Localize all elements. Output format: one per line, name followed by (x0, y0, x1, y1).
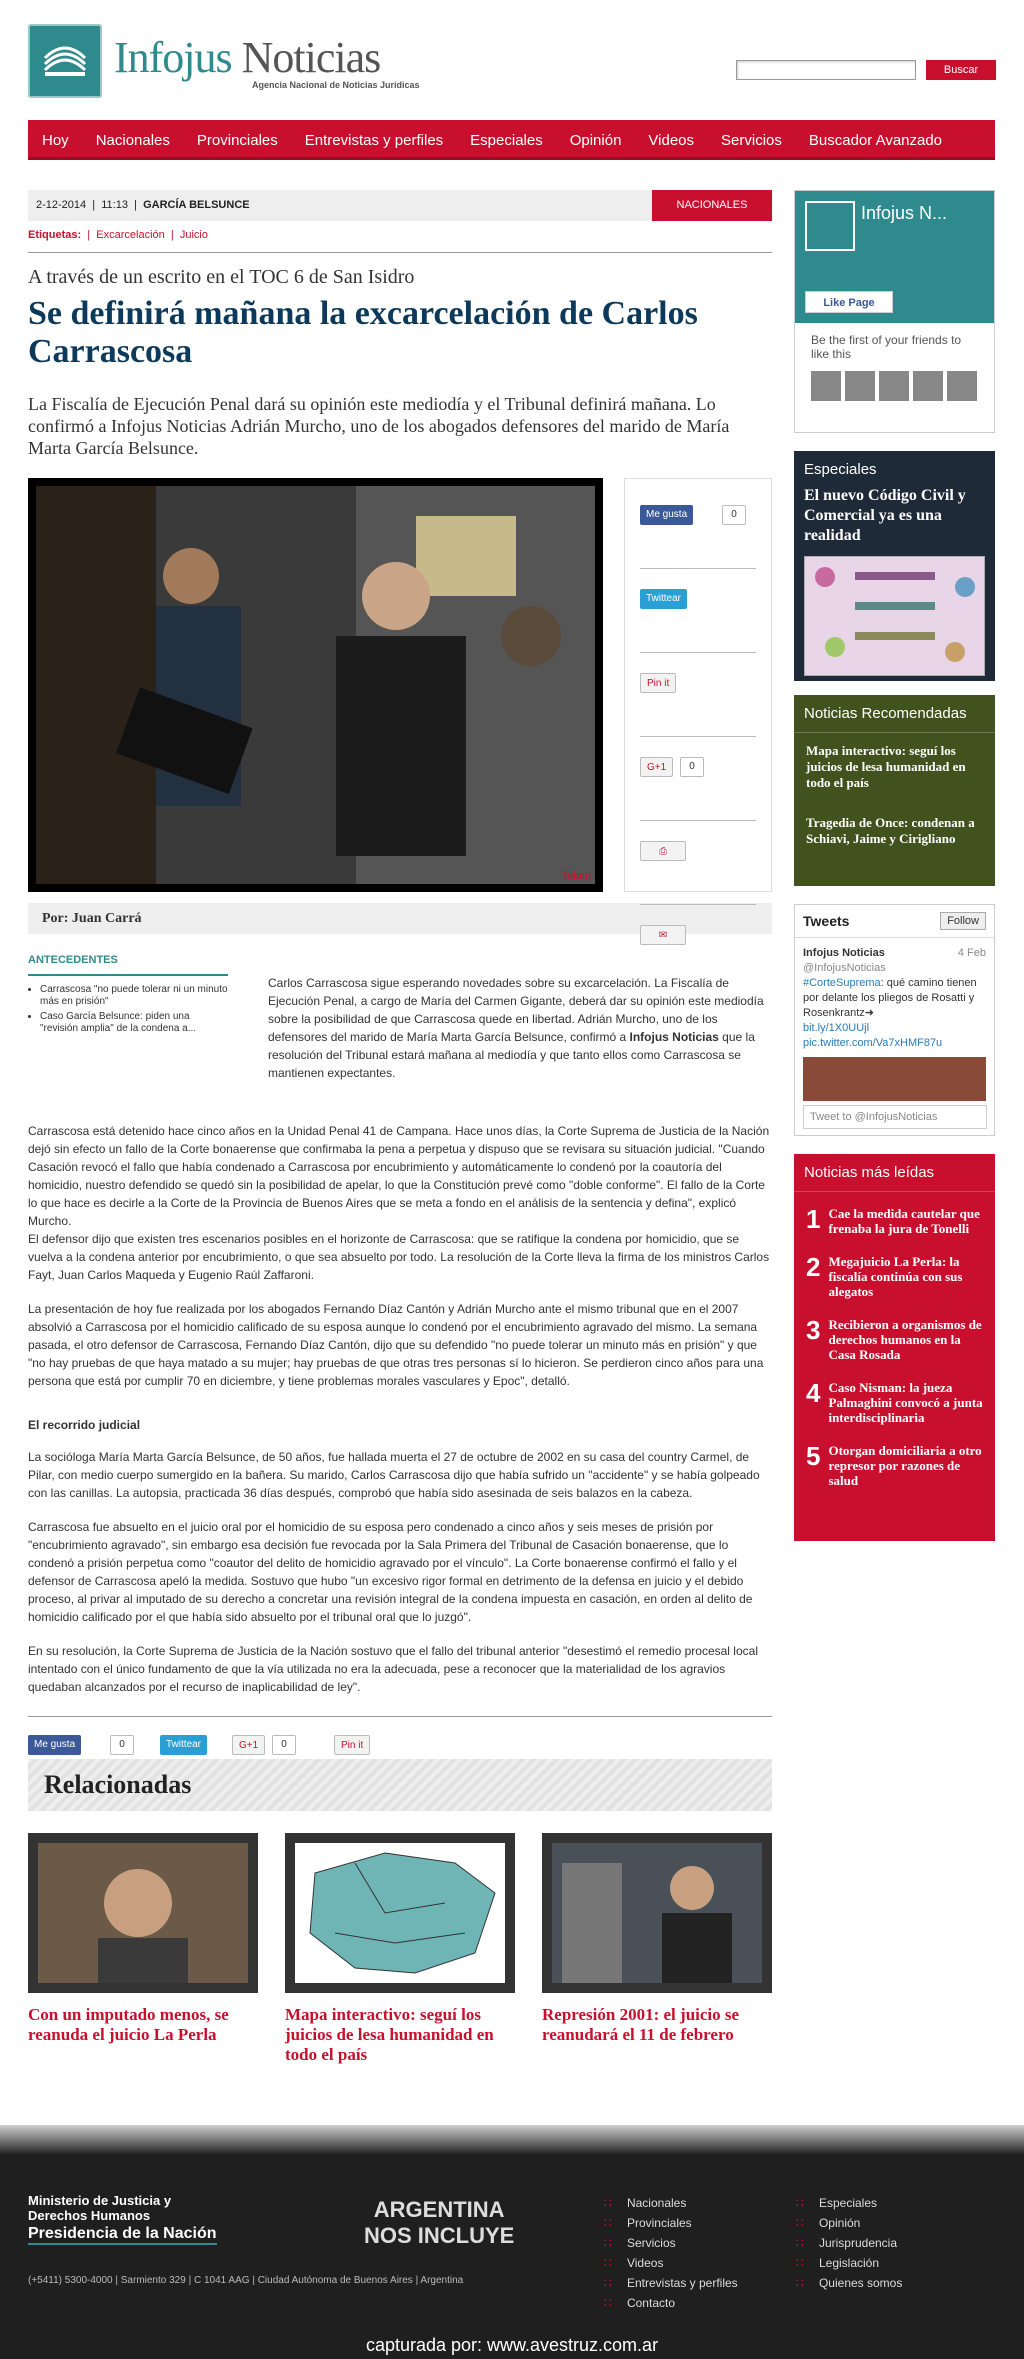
article-paragraph: Carrascosa fue absuelto en el juicio oral por el homicidio de su esposa pero condenado a cinco años y seis meses de prisión por "encubrimiento agravado", sin embargo esa decisión fue revocada por la Sala Primera del Tribunal de Casación bonaerense, que lo condenó a prisión perpetua como "coautor del delito de homicidio agravado por el vínculo". La Corte bonaerense confirmó el fallo y el defensor de Carrascosa apeló la medida. Sostuvo que hubo "un excesivo rigor formal en detrimento de la defensa en juicio y el debido proceso, al privar al imputado de su derecho a concretar una revisión integral de la condena impuesta en casación, en orden al delito de homicidio calificado por el que había sido absuelto por el tribunal oral que lo juzgó". (28, 1520, 753, 1624)
main-nav (28, 120, 995, 160)
avatar[interactable] (811, 371, 841, 401)
share-gplus (640, 757, 756, 821)
mas-leida-title[interactable]: Caso Nisman: la jueza Palmaghini convocó a junta interdisciplinaria (828, 1380, 983, 1425)
article-paragraph: En su resolución, la Corte Suprema de Justicia de la Nación sostuvo que el fallo del tribunal anterior "desestimó el remedio procesal local intentado con el único fundamento de que la vía utilizada no era la adecuada, pese a reconocer que la materialidad de los agravios quedaban alcanzados por el recurso de inaplicabilidad de ley". (28, 1644, 758, 1694)
article-paragraph: Carrascosa está detenido hace cinco años en la Unidad Penal 41 de Campana. Hace unos días, la Corte Suprema de Justicia de la Nación dejó sin efecto un fallo de la Corte bonaerense que confirmaba la pena a perpetua y dispuso que se revisara su situación judicial. "Cuando Casación revocó el fallo que había condenado a Carrascosa por encubrimiento y automáticamente lo condenó por la coautoría del homicidio, nuestro defendido se quedó sin la posibilidad de apelar, lo que la Constitución prevé como "doble conforme". El fallo de la Corte lo que hace es decirle a la Corte de la Provincia de Buenos Aires que se meta a fondo en el análisis de la sentencia y defina", explicó Murcho. (28, 1124, 770, 1228)
antecedente-link[interactable]: • Carrascosa "no puede tolerar ni un minuto más en prisión" (40, 984, 228, 1008)
facebook-page-name[interactable]: Infojus N... (861, 203, 948, 223)
facebook-widget (794, 190, 995, 433)
share-pinterest (640, 673, 756, 737)
bottom-share-bar (28, 1716, 772, 1756)
recomendada-link[interactable]: Tragedia de Once: condenan a Schiavi, Jaime y Cirigliano (806, 815, 975, 846)
especiales-box[interactable] (794, 451, 995, 681)
related-image[interactable] (285, 1833, 515, 1993)
avatar[interactable] (947, 371, 977, 401)
gplus-button[interactable]: G+1 (232, 1735, 265, 1755)
article-paragraph: La presentación de hoy fue realizada por los abogados Fernando Díaz Cantón y Adrián Murcho ante el mismo tribunal que en el 2007 absolvió a Carrascosa por el homicidio calificado de su esposa aunque lo condenó por el encubrimiento agravado del mismo. La semana pasada, el otro defensor de Carrascosa, Fernando Díaz Cantón, dijo que su defendido "no puede tolerar un minuto más en prisión" y que "no hay pruebas de que haya matado a su mujer; hay pruebas de que otras tres personas sí lo hicieron. Se perdieron cinco años para una persona que está por cumplir 70 en diciembre, y tiene problemas morales vasculares y Epoc", detalló. (28, 1302, 764, 1388)
ministry-logo[interactable]: Ministerio de Justicia y Derechos Humanos (28, 2193, 172, 2223)
map-image (295, 1843, 505, 1983)
article-time: 11:13 (101, 199, 128, 211)
tweet-date[interactable]: 4 Feb (957, 947, 986, 959)
share-print (640, 841, 756, 905)
tags-label: Etiquetas: (28, 229, 82, 241)
share-facebook (640, 505, 756, 569)
nav-item-videos[interactable]: Videos (648, 131, 695, 149)
search-button[interactable]: Buscar (926, 60, 996, 80)
avatar[interactable] (913, 371, 943, 401)
tweet-hashtag[interactable]: #CorteSuprema (803, 977, 881, 989)
print-icon[interactable]: ⎙ (640, 841, 686, 861)
tweet-to-input[interactable]: Tweet to @InfojusNoticias (803, 1105, 987, 1129)
facebook-like-button[interactable]: Me gusta (28, 1735, 81, 1755)
email-icon[interactable]: ✉ (640, 925, 686, 945)
mas-leida-title[interactable]: Cae la medida cautelar que frenaba la jura de Tonelli (828, 1206, 980, 1236)
related-image[interactable] (542, 1833, 772, 1993)
divider (28, 252, 772, 253)
article-paragraph: La socióloga María Marta García Belsunce, de 50 años, fue hallada muerta el 27 de octubre de 2002 en su casa del country Carmel, de Pilar, con medio cuerpo sumergido en la bañera. Su marido, Carlos Carrascosa dijo que había sufrido un "accidente" y se había golpeado con las canillas. La autopsia, practicada 36 días después, comprobó que había sido asesinada de seis balazos en la cabeza. (28, 1450, 760, 1500)
antecedentes-title: ANTECEDENTES (28, 954, 228, 976)
tweet-button[interactable]: Twittear (160, 1735, 207, 1755)
footer-link[interactable]: ∷ Opinión (796, 2213, 902, 2233)
article-intro: Carlos Carrascosa sigue esperando novedades sobre su excarcelación. La Fiscalía de Ejecución Penal, a cargo de María del Carmen Gigante, deberá dar su opinión este mediodía sobre la posibilidad de que Carrascosa quede en libertad. Adrián Murcho, uno de los defensores del marido de María Marta García Belsunce, confirmó a Infojus Noticias que la resolución del Tribunal estará mañana al mediodía y que tanto ellos como Carrascosa se mantienen expectantes. (268, 976, 764, 1080)
photo-credit: Telam (561, 870, 591, 882)
article-lead: La Fiscalía de Ejecución Penal dará su opinión este mediodía y el Tribunal definirá mañana. Lo confirmó a Infojus Noticias Adrián Murcho, uno de los abogados defensores del marido de María Marta García Belsunce. (28, 394, 730, 458)
related-image[interactable] (28, 1833, 258, 1993)
mas-leida-item[interactable] (794, 1192, 995, 1240)
article-kicker: A través de un escrito en el TOC 6 de San Isidro (28, 266, 415, 288)
nav-item-nacionales[interactable]: Nacionales (95, 131, 170, 149)
twitter-widget (794, 904, 995, 1136)
mas-leida-title[interactable]: Megajuicio La Perla: la fiscalía continúa con sus alegatos (828, 1254, 963, 1299)
tweet-image[interactable] (803, 1057, 986, 1101)
footer-address: (+5411) 5300-4000 | Sarmiento 329 | C 1041 AAG | Ciudad Autónoma de Buenos Aires | Argentina (28, 2275, 464, 2286)
nav-item-opinion[interactable]: Opinión (569, 131, 622, 149)
mas-leida-item[interactable] (794, 1366, 995, 1429)
facebook-cover[interactable] (795, 191, 994, 323)
article-paragraph: El defensor dijo que existen tres escenarios posibles en el horizonte de Carrascosa: que se ratifique la condena por homicidio, que se vuelva a la condena anterior por encubrimiento, o que sea absuelto por todo. La resolución de la Corte lleva la firma de los ministros Carlos Fayt, Juan Carlos Maqueda y Eugenio Raúl Zaffaroni. (28, 1232, 770, 1282)
nav-item-entrevistas[interactable]: Entrevistas y perfiles (304, 131, 444, 149)
article-subheading: El recorrido judicial (28, 1418, 141, 1432)
tweet-text: : qué camino tienen por delante los pliegos de Rosatti y Rosenkrantz➜ (803, 977, 977, 1019)
footer-links (604, 2193, 738, 2313)
share-twitter (640, 589, 756, 653)
antecedente-link[interactable]: • Caso García Belsunce: piden una "revisión amplia" de la condena a... (40, 1011, 228, 1035)
rank-number: 5 (806, 1441, 821, 1471)
sidebar (794, 190, 995, 1541)
footer-link[interactable]: ∷ Legislación (796, 2253, 902, 2273)
related-title[interactable]: Con un imputado menos, se reanuda el juicio La Perla (28, 2005, 229, 2044)
page-avatar (805, 201, 855, 251)
related-header: Relacionadas (28, 1759, 772, 1811)
footer-link[interactable]: ∷ Videos (604, 2253, 738, 2273)
brand-name[interactable]: Infojus Noticias (114, 33, 381, 82)
tweet-handle[interactable]: @InfojusNoticias (803, 962, 886, 974)
argentina-logo[interactable]: ARGENTINA NOS INCLUYE (364, 2197, 515, 2248)
footer-link[interactable]: ∷ Entrevistas y perfiles (604, 2273, 738, 2293)
avatar[interactable] (879, 371, 909, 401)
related-grid (28, 1833, 772, 2065)
tag-link[interactable]: Juicio (179, 229, 208, 241)
follow-button[interactable]: Follow (940, 912, 986, 930)
article-column (28, 190, 772, 2065)
pinterest-button[interactable]: Pin it (334, 1735, 370, 1755)
especiales-image[interactable] (804, 556, 985, 676)
related-photo (552, 1843, 762, 1983)
footer-link[interactable]: ∷ Especiales (796, 2193, 902, 2213)
site-header (0, 0, 1024, 120)
article-body (28, 954, 772, 2065)
gplus-button[interactable]: G+1 (640, 757, 673, 777)
recomendadas-box (794, 695, 995, 886)
rank-number: 3 (806, 1315, 821, 1345)
related-title[interactable]: Mapa interactivo: seguí los juicios de lesa humanidad en todo el país (285, 2005, 494, 2064)
nav-item-hoy[interactable]: Hoy (42, 131, 69, 149)
avatar[interactable] (845, 371, 875, 401)
brand-tagline: Agencia Nacional de Noticias Jurídicas (252, 80, 420, 90)
facebook-like-button[interactable]: Me gusta (640, 505, 693, 525)
mas-leida-title[interactable]: Otorgan domiciliaria a otro represor por razones de salud (828, 1443, 982, 1488)
category-badge[interactable]: NACIONALES (652, 190, 772, 221)
tweet (795, 938, 994, 1109)
capture-credit: capturada por: www.avestruz.com.ar (365, 2335, 659, 2355)
rank-number: 4 (806, 1378, 821, 1408)
footer-link[interactable]: ∷ Servicios (604, 2233, 738, 2253)
article-title: Se definirá mañana la excarcelación de Carlos Carrascosa (28, 295, 698, 370)
rank-number: 2 (806, 1252, 821, 1282)
related-card[interactable] (542, 1833, 772, 2065)
footer-link[interactable]: ∷ Jurisprudencia (796, 2233, 902, 2253)
book-icon (40, 40, 90, 80)
tweet-user[interactable]: Infojus Noticias (803, 947, 885, 959)
mas-leidas-title: Noticias más leídas (794, 1154, 995, 1192)
mas-leida-item[interactable] (794, 1240, 995, 1303)
mas-leida-item[interactable] (794, 1303, 995, 1366)
facebook-count: 0 (110, 1735, 134, 1755)
footer-link[interactable]: ∷ Contacto (604, 2293, 738, 2313)
nav-item-provinciales[interactable]: Provinciales (196, 131, 278, 149)
recomendada-link[interactable]: Mapa interactivo: seguí los juicios de lesa humanidad en todo el país (806, 743, 966, 790)
footer-gradient (0, 2125, 1024, 2155)
like-page-button[interactable]: Like Page (805, 291, 893, 313)
photo-image (36, 486, 595, 884)
gplus-count: 0 (272, 1735, 296, 1755)
mas-leida-title[interactable]: Recibieron a organismos de derechos humanos en la Casa Rosada (828, 1317, 982, 1362)
article-photo[interactable] (28, 478, 603, 892)
facebook-text: Be the first of your friends to like this (811, 333, 962, 361)
tweet-button[interactable]: Twittear (640, 589, 687, 609)
mas-leida-item[interactable] (794, 1429, 995, 1492)
related-card[interactable] (285, 1833, 515, 2065)
tweet-link[interactable]: bit.ly/1X0UUjl pic.twitter.com/Va7xHMF87u (803, 1022, 943, 1049)
footer-link[interactable]: ∷ Nacionales (604, 2193, 738, 2213)
mas-leidas-box (794, 1154, 995, 1541)
related-card[interactable] (28, 1833, 258, 2065)
recomendadas-title: Noticias Recomendadas (794, 695, 995, 733)
related-photo (38, 1843, 248, 1983)
byline: Por: Juan Carrá (28, 903, 772, 934)
search-input[interactable] (736, 60, 916, 80)
illustration-image (805, 557, 985, 675)
article-topic[interactable]: GARCÍA BELSUNCE (143, 199, 250, 211)
presidencia-logo[interactable]: Presidencia de la Nación (28, 2225, 217, 2245)
footer-link[interactable]: ∷ Provinciales (604, 2213, 738, 2233)
nav-item-buscador[interactable]: Buscador Avanzado (808, 131, 943, 149)
especiales-headline[interactable]: El nuevo Código Civil y Comercial ya es una realidad (804, 487, 966, 544)
tags-row: Etiquetas: | Excarcelación | Juicio (28, 229, 208, 241)
gplus-count: 0 (680, 757, 704, 777)
infojus-logo[interactable] (28, 24, 102, 98)
especiales-title: Especiales (804, 461, 877, 478)
pinterest-button[interactable]: Pin it (640, 673, 676, 693)
site-footer (0, 2125, 1024, 2359)
footer-link[interactable]: ∷ Quienes somos (796, 2273, 902, 2293)
friend-avatars (795, 371, 994, 401)
tag-link[interactable]: Excarcelación (96, 229, 165, 241)
related-title[interactable]: Represión 2001: el juicio se reanudará el 11 de febrero (542, 2005, 740, 2044)
article-meta: 2-12-2014 | 11:13 | GARCÍA BELSUNCE NACIONALES (28, 190, 772, 221)
article-date: 2-12-2014 (36, 199, 87, 211)
facebook-count: 0 (722, 505, 746, 525)
tweets-title: Tweets (795, 905, 994, 938)
nav-item-especiales[interactable]: Especiales (470, 131, 543, 149)
share-panel (624, 478, 772, 941)
footer-links (796, 2193, 902, 2293)
rank-number: 1 (806, 1204, 821, 1234)
nav-item-servicios[interactable]: Servicios (721, 131, 782, 149)
